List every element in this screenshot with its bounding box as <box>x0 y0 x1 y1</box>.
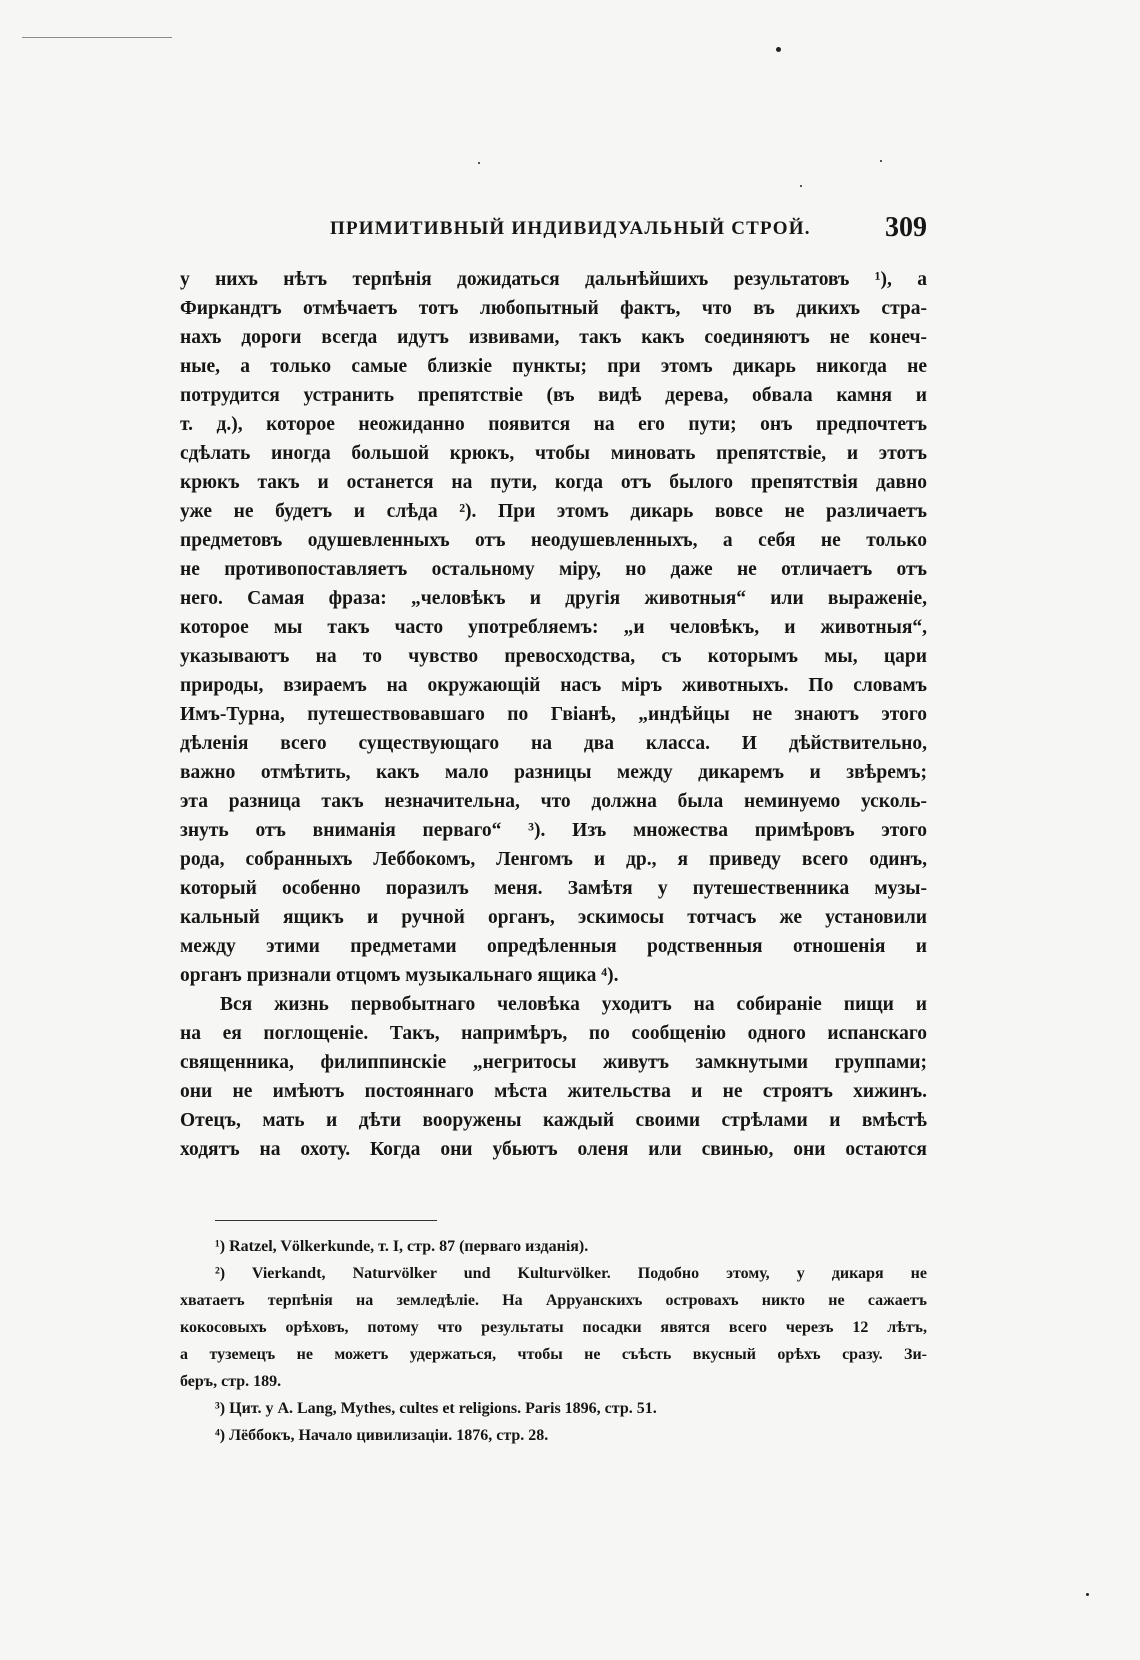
text-line: на ея поглощеніе. Такъ, напримѣръ, по сообщенію одного испанскаго <box>180 1023 927 1044</box>
footnote-separator <box>215 1220 437 1221</box>
text-line: дѣленія всего существующаго на два класса. И дѣйствительно, <box>180 733 927 754</box>
text-line: природы, взираемъ на окружающій насъ міръ животныхъ. По словамъ <box>180 675 927 696</box>
footnote-line: ⁴) Лёббокъ, Начало цивилизаціи. 1876, стр. 28. <box>215 1427 549 1444</box>
text-line: знуть отъ вниманія перваго“ ³). Изъ множества примѣровъ этого <box>180 820 927 841</box>
text-line: ходятъ на охоту. Когда они убьютъ оленя или свинью, они остаются <box>180 1139 927 1160</box>
text-line: ные, а только самые близкіе пункты; при этомъ дикарь никогда не <box>180 356 927 377</box>
text-line: крюкъ такъ и останется на пути, когда отъ былого препятствія давно <box>180 472 927 493</box>
text-line: не противопоставляетъ остальному міру, но даже не отличаетъ отъ <box>180 559 927 580</box>
text-line: рода, собранныхъ Леббокомъ, Ленгомъ и др., я приведу всего одинъ, <box>180 849 927 870</box>
text-line: кальный ящикъ и ручной органъ, эскимосы тотчасъ же установили <box>180 907 927 928</box>
text-line: т. д.), которое неожиданно появится на его пути; онъ предпочтетъ <box>180 414 927 435</box>
text-line: важно отмѣтить, какъ мало разницы между дикаремъ и звѣремъ; <box>180 762 927 783</box>
text-line: Отецъ, мать и дѣти вооружены каждый своими стрѣлами и вмѣстѣ <box>180 1110 927 1131</box>
text-line: предметовъ одушевленныхъ отъ неодушевленныхъ, а себя не только <box>180 530 927 551</box>
footnote-line: а туземецъ не можетъ удержаться, чтобы не съѣсть вкусный орѣхъ сразу. Зи- <box>180 1346 927 1363</box>
scan-speck <box>776 47 781 52</box>
footnote-line: ²) Vierkandt, Naturvölker und Kulturvölker. Подобно этому, у дикаря не <box>215 1265 927 1282</box>
text-line: него. Самая фраза: „человѣкъ и другія животныя“ или выраженіе, <box>180 588 927 609</box>
footnote-line: ¹) Ratzel, Völkerkunde, т. I, стр. 87 (перваго изданія). <box>215 1238 589 1255</box>
text-line: у нихъ нѣтъ терпѣнія дожидаться дальнѣйшихъ результатовъ ¹), а <box>180 269 927 290</box>
text-line: между этими предметами опредѣленныя родственныя отношенія и <box>180 936 927 957</box>
text-line: который особенно поразилъ меня. Замѣтя у путешественника музы- <box>180 878 927 899</box>
text-line: сдѣлать иногда большой крюкъ, чтобы миновать препятствіе, и этотъ <box>180 443 927 464</box>
text-line: Вся жизнь первобытнаго человѣка уходитъ на собираніе пищи и <box>220 994 927 1015</box>
footnote-line: беръ, стр. 189. <box>180 1373 282 1390</box>
text-line: которое мы такъ часто употребляемъ: „и человѣкъ, и животныя“, <box>180 617 927 638</box>
text-line: органъ признали отцомъ музыкальнаго ящика ⁴). <box>180 965 619 986</box>
scan-edge-line <box>22 37 172 38</box>
text-line: уже не будетъ и слѣда ²). При этомъ дикарь вовсе не различаетъ <box>180 501 927 522</box>
scan-speck <box>800 185 802 187</box>
page-number: 309 <box>885 212 927 243</box>
scan-speck <box>880 160 882 162</box>
body-text <box>180 265 927 1164</box>
footnote-line: ³) Цит. у A. Lang, Mythes, cultes et religions. Paris 1896, стр. 51. <box>215 1400 657 1417</box>
text-line: нахъ дороги всегда идутъ извивами, такъ какъ соединяютъ не конеч- <box>180 327 927 348</box>
footnote-line: хватаетъ терпѣнія на земледѣліе. На Арруанскихъ островахъ никто не сажаетъ <box>180 1292 927 1309</box>
footnote-line: кокосовыхъ орѣховъ, потому что результаты посадки явятся всего черезъ 12 лѣтъ, <box>180 1319 927 1336</box>
scan-speck <box>478 162 480 164</box>
scan-speck <box>1086 1593 1089 1596</box>
text-line: священника, филиппинскіе „негритосы живутъ замкнутыми группами; <box>180 1052 927 1073</box>
text-line: они не имѣютъ постояннаго мѣста жительства и не строятъ хижинъ. <box>180 1081 927 1102</box>
running-head <box>330 212 927 252</box>
footnotes <box>180 1233 927 1449</box>
text-line: потрудится устранить препятствіе (въ видѣ дерева, обвала камня и <box>180 385 927 406</box>
running-title: ПРИМИТИВНЫЙ ИНДИВИДУАЛЬНЫЙ СТРОЙ. <box>330 218 811 239</box>
text-line: Фиркандтъ отмѣчаетъ тотъ любопытный фактъ, что въ дикихъ стра- <box>180 298 927 319</box>
text-line: указываютъ на то чувство превосходства, съ которымъ мы, цари <box>180 646 927 667</box>
text-line: Имъ-Турна, путешествовавшаго по Гвіанѣ, „индѣйцы не знаютъ этого <box>180 704 927 725</box>
text-line: эта разница такъ незначительна, что должна была неминуемо усколь- <box>180 791 927 812</box>
